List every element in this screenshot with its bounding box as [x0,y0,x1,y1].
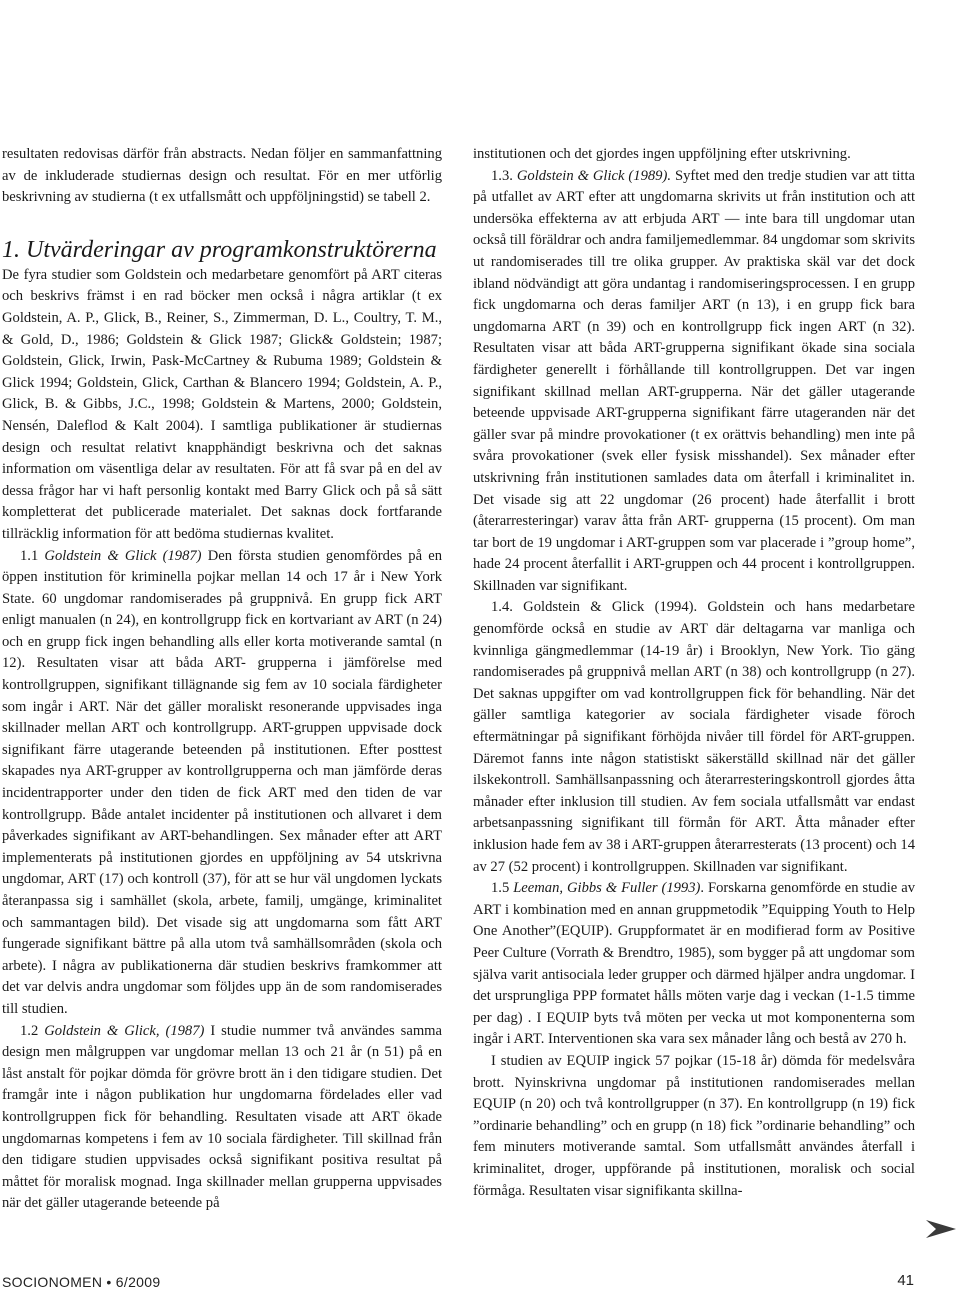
study-1-5-paragraph [473,878,915,1051]
study-1-1-body: Den första studien genomfördes på en öppen institution för kriminella pojkar mellan 14 och 17 år i New York State. 60 ungdomar randomiserades på gruppnivå. En grupp fick ART enligt manualen (n 24), en kontrollgrupp fick en kortvariant av ART (n 24) och en grupp fick ingen behandling alls eller korta motiverande samtal (n 12). Resultaten visar att båda ART- grupperna i jämförelse med kontrollgruppen, signifikant tillägnande sig fem av 10 sociala färdigheter som ingår i ART. När det gäller moraliskt resonerande uppvisades inga skillnader mellan ART och kontrollgrupp. ART-gruppen uppvisade dock signifikant färre utagerande beteenden på institutionen. Efter posttest skapades nya ART-grupper av kontrollgrupperna och man jämförde deras incidentrapporter under den tiden de fick ART med den tiden de var kontrollgrupp. Både antalet incidenter på institutionen och allvaret i dem påverkades signifikant av ART-behandlingen. Sex månader efter att ART implementerats på institutionen gjordes en uppföljning av 54 utskrivna ungdomar, ART (17) och kontroll (37), för att se hur väl ungdomen lyckats återanpassa sig i samhället (skola, arbete, familj, umgänge, kriminalitet och sammantagen bild). Det visade sig att ungdomarna som fått ART fungerade signifikant bättre på alla utom två samhällsområden (skola och arbete). I några av publikationerna där studien beskrivs framkommer att det var delvis andra ungdomar som följdes upp än de som randomiserades till studien. [2,547,443,1017]
study-1-3-body: Syftet med den tredje studien var att titta på utfallet av ART efter att ungdomarna skrivits ut från institution och att undersöka effekterna av att erbjuda ART — inte bara till ungdomar utan också till föräldrar och andra familjemedlemmar. 84 ungdomar som skrivits ut randomiserades till tre olika grupper. Av praktiska skäl var det dock ibland nödvändigt att göra undantag i randomiseringsprocessen. I en grupp fick ungdomarna och deras familjer ART (n 13), i en grupp fick bara ungdomarna ART (n 39) och en kontrollgrupp fick ingen ART (n 32). Resultaten visar att båda ART-grupperna signifikant ökade sina sociala färdigheter generellt i förhållande till kontrollgruppen. Det var ingen signifikant skillnad mellan ART-grupperna. När det gäller utagerande beteende uppvisade ART-grupperna signifikant färre utageranden när det gäller svar på mindre provokationer (t ex orättvis behandling) men inte på svåra provokationer (svek eller fysisk misshandel). Sex månader efter utskrivning från institutionen samlades data om återfall i kriminalitet in. Det visade sig att 22 ungdomar (26 procent) hade återfallit i brott (återarresteringar) varav åtta från ART- grupperna (15 procent). Om man tar bort de 19 ungdomar i ART-gruppen som var placerade i ”group home”, hade 24 procent återfallit i ART-gruppen och 44 procent i kontrollgruppen. Skillnaden var signifikant. [473,167,915,594]
study-1-5-body: . Forskarna genomförde en studie av ART i kombination med en annan gruppmetodik ”Equipping Youth to Help One Another”(EQUIP). Gruppformatet är en modifierad form av Positive Peer Culture (Vorrath & Brendtro, 1985), som bygger på att ungdomar som själva varit antisociala leder grupper och därmed hjälper andra ungdomar. I det ursprungliga PPP formatet hålls möten varje dag i veckan (1-1.5 timme per dag) . I EQUIP byts två möten per vecka ut mot komponenterna som ingår i ART. Interventionen ska vara sex månader lång och bestå av 270 h. [473,880,915,1048]
study-1-5-reference: Leeman, Gibbs & Fuller (1993) [513,880,701,897]
right-column [473,144,915,1202]
study-1-1-reference: Goldstein & Glick (1987) [44,547,202,564]
study-1-4-paragraph: 1.4. Goldstein & Glick (1994). Goldstein och hans medarbetare genomförde också en studie av ART där deltagarna var manliga och kvinnliga gängmedlemmar (14-19 år) i Brooklyn, New York. Tio gäng randomiserades på gruppnivå mellan ART (n 38) och kontrollgrupp (n 27). Det saknas uppgifter om vad kontrollgruppen fick för behandling. När det gäller samtliga kategorier av sociala färdigheter visade föroch eftermätningar på signifikant förhöjda nivåer till fördel för ART-gruppen. Däremot fanns inte någon statistiskt säkerställd skillnad när det gäller ilskekontroll. Samhällsanpassning och återarresteringskontroll gjordes åtta månader efter inklusion till studien. Av fem sociala utfallsmått var endast arbetsanpassning signifikant till förmån för ART. Åtta månader efter inklusion hade fem av 38 i ART-gruppen återarresterats (13 procent) och 14 av 27 (52 procent) i kontrollgruppen. Skillnaden var signifikant. [473,599,915,875]
study-1-5-number: 1.5 [491,880,514,897]
journal-footer: SOCIONOMEN • 6/2009 [2,1274,161,1290]
left-column [2,144,442,1215]
intro-paragraph: resultaten redovisas därför från abstracts. Nedan följer en sammanfattning av de inkluderade studiernas design och resultat. För en mer utförlig beskrivning av studierna (t ex utfallsmått och uppföljningstid) se tabell 2. [2,146,442,206]
study-1-1-paragraph [2,546,442,1021]
study-1-2-reference: Goldstein & Glick, (1987) [44,1022,205,1039]
continuation-paragraph: institutionen och det gjordes ingen uppföljning efter utskrivning. [473,146,851,162]
section-intro-paragraph: De fyra studier som Goldstein och medarbetare genomfört på ART citeras och beskrivs främst i en rad böcker men också i några artiklar (t ex Goldstein, A. P., Glick, B., Reiner, S., Zimmerman, D. L., Coultry, T. M., & Gold, D., 1986; Goldstein & Glick 1987; Glick& Goldstein; 1987; Goldstein, Glick, Irwin, Pask-McCartney & Rubuma 1989; Goldstein & Glick 1994; Goldstein, Glick, Carthan & Blancero 1994; Goldstein, A. P., Glick, B. & Gibbs, J.C., 1998; Goldstein & Martens, 2000; Goldstein, Nensén, Daleflod & Kalt 2004). I samtliga publikationer är studiernas design och resultat relativt knapphändigt beskrivna och det saknas information om väsentliga delar av resultaten. För att få svar på en del av dessa frågor har vi haft personlig kontakt med Barry Glick och på så sätt kompletterat det publicerade materialet. Det saknas dock fortfarande tillräcklig information för att bedöma studiernas kvalitet. [2,266,442,542]
study-1-2-body: I studie nummer två användes samma design men målgruppen var ungdomar mellan 13 och 21 år (n 51) på en låst anstalt för pojkar dömda för grövre brott än i den tidigare studien. Det framgår inte i någon publikation hur ungdomarna fördelades eller vad kontrollgruppen fick för behandling. Resultaten visade att ART ökade ungdomarnas kompetens i fem av 10 sociala färdigheter. Till skillnad från den tidigare studien uppvisades också signifikant positiva resultat på måttet för moralisk mognad. Inga skillnader mellan grupperna uppvisades när det gäller utagerande beteende på [2,1022,443,1212]
equip-study-paragraph: I studien av EQUIP ingick 57 pojkar (15-18 år) dömda för medelsvåra brott. Nyinskrivna ungdomar på institutionen randomiserades mellan EQUIP (n 20) och två kontrollgrupper (n 37). En kontrollgrupp (n 19) fick ”ordinarie behandling” och en grupp (n 18) fick ”ordinarie behandling” och fem minuters motiverande samtal. Som utfallsmått användes återfall i kriminalitet, droger, uppförande på institutionen, moralisk och social förmåga. Resultaten visar signifikanta skillna- [473,1052,915,1199]
arrow-right-icon [926,1218,956,1240]
study-1-2-number: 1.2 [20,1022,45,1039]
study-1-3-reference: Goldstein & Glick (1989). [516,167,671,184]
section-heading: 1. Utvärderingar av programkonstruktörerna [2,236,437,263]
study-1-1-number: 1.1 [20,547,45,564]
study-1-3-number: 1.3. [491,167,517,184]
study-1-3-paragraph [473,166,915,598]
page-number: 41 [897,1272,914,1289]
study-1-2-paragraph [2,1021,442,1215]
